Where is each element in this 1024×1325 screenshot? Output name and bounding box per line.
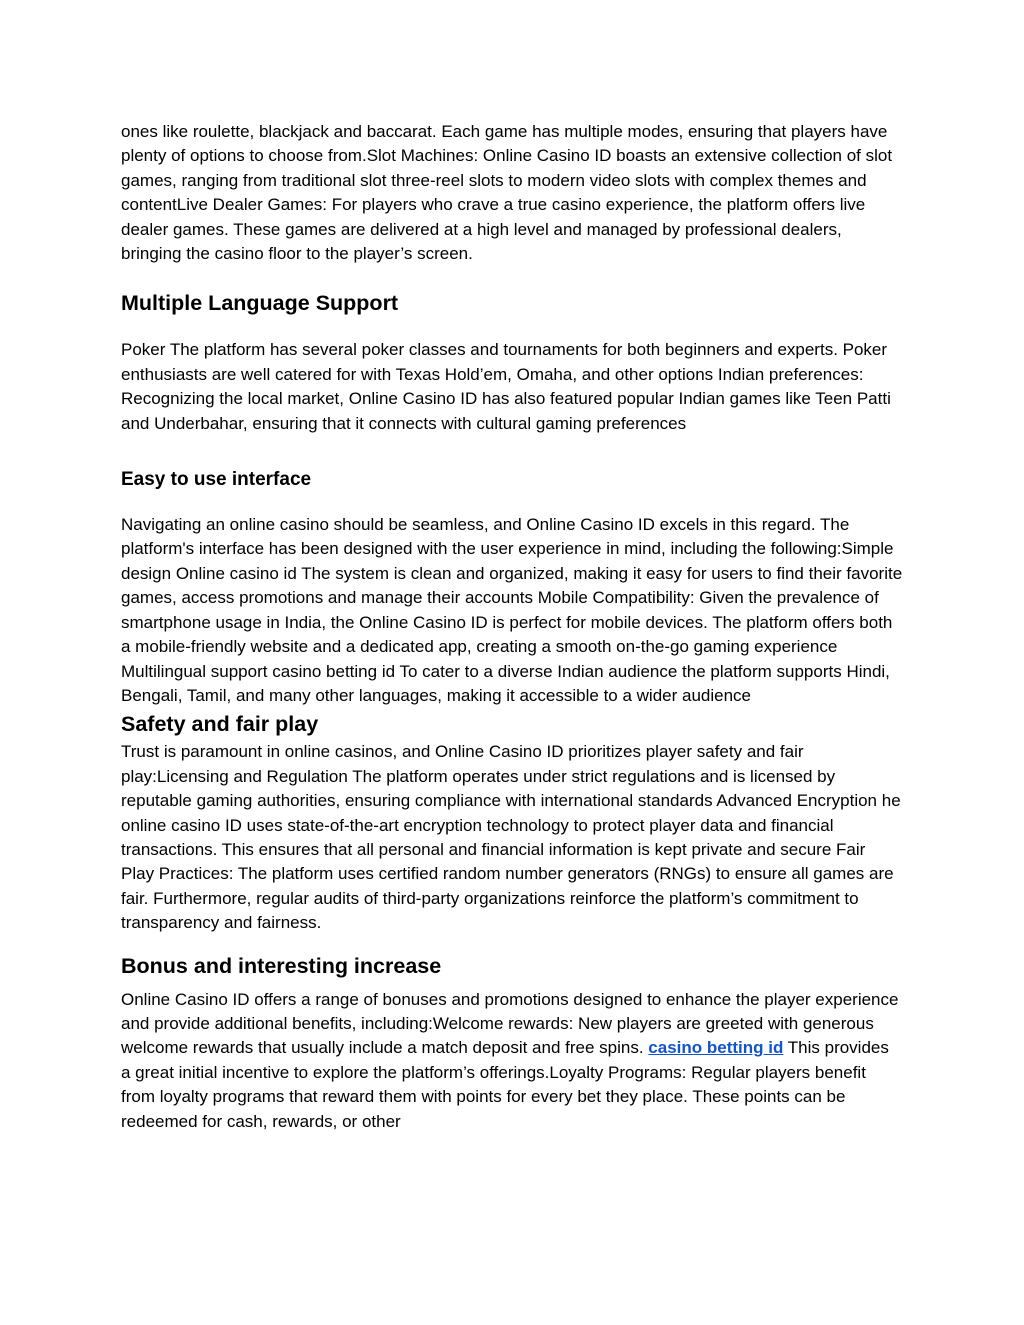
bonus-text-after-link: This provides a great initial incentive to explore the platform’s offerings.Loyalty Programs: Regular players benefit from loyalty programs that reward them with points for every bet they place. These points can be redeemed for cash, rewards, or other [121, 1038, 889, 1131]
heading-easy-to-use-interface: Easy to use interface [121, 469, 312, 491]
heading-bonus-and-interesting-increase: Bonus and interesting increase [121, 953, 442, 978]
casino-betting-id-link[interactable]: casino betting id [648, 1038, 784, 1058]
bonus-text-before-link: Online Casino ID offers a range of bonuses and promotions designed to enhance the player experience and provide additional benefits, including:Welcome rewards: New players are greeted with generous welcome rewards that usually include a match deposit and free spins. [121, 989, 899, 1058]
heading-multiple-language-support: Multiple Language Support [121, 291, 399, 316]
paragraph-easy-to-use-interface: Navigating an online casino should be seamless, and Online Casino ID excels in this regard. The platform's interface has been designed with the user experience in mind, including the following:Simple design Online casino id The system is clean and organized, making it easy for users to find their favorite games, access promotions and manage their accounts Mobile Compatibility: Given the prevalence of smartphone usage in India, the Online Casino ID is perfect for mobile devices. The platform offers both a mobile-friendly website and a dedicated app, creating a smooth on-the-go gaming experience Multilingual support casino betting id To cater to a diverse Indian audience the platform supports Hindi, Bengali, Tamil, and many other languages, making it accessible to a wider audience [121, 515, 903, 705]
heading-safety-and-fair-play: Safety and fair play [121, 712, 319, 737]
paragraph-bonus-and-interesting-increase [121, 988, 903, 1134]
paragraph-safety-and-fair-play: Trust is paramount in online casinos, and Online Casino ID prioritizes player safety and fair play:Licensing and Regulation The platform operates under strict regulations and is licensed by reputable gaming authorities, ensuring compliance with international standards Advanced Encryption he online casino ID uses state-of-the-art encryption technology to protect player data and financial transactions. This ensures that all personal and financial information is kept private and secure Fair Play Practices: The platform uses certified random number generators (RNGs) to ensure all games are fair. Furthermore, regular audits of third-party organizations reinforce the platform’s commitment to transparency and fairness. [121, 742, 901, 933]
paragraph-multiple-language-support: Poker The platform has several poker classes and tournaments for both beginners and experts. Poker enthusiasts are well catered for with Texas Hold’em, Omaha, and other options Indian preferences: Recognizing the local market, Online Casino ID has also featured popular Indian games like Teen Patti and Underbahar, ensuring that it connects with cultural gaming preferences [121, 340, 891, 433]
intro-paragraph: ones like roulette, blackjack and baccarat. Each game has multiple modes, ensuring that players have plenty of options to choose from.Slot Machines: Online Casino ID boasts an extensive collection of slot games, ranging from traditional slot three-reel slots to modern video slots with complex themes and contentLive Dealer Games: For players who crave a true casino experience, the platform offers live dealer games. These games are delivered at a high level and managed by professional dealers, bringing the casino floor to the player’s screen. [121, 122, 893, 264]
